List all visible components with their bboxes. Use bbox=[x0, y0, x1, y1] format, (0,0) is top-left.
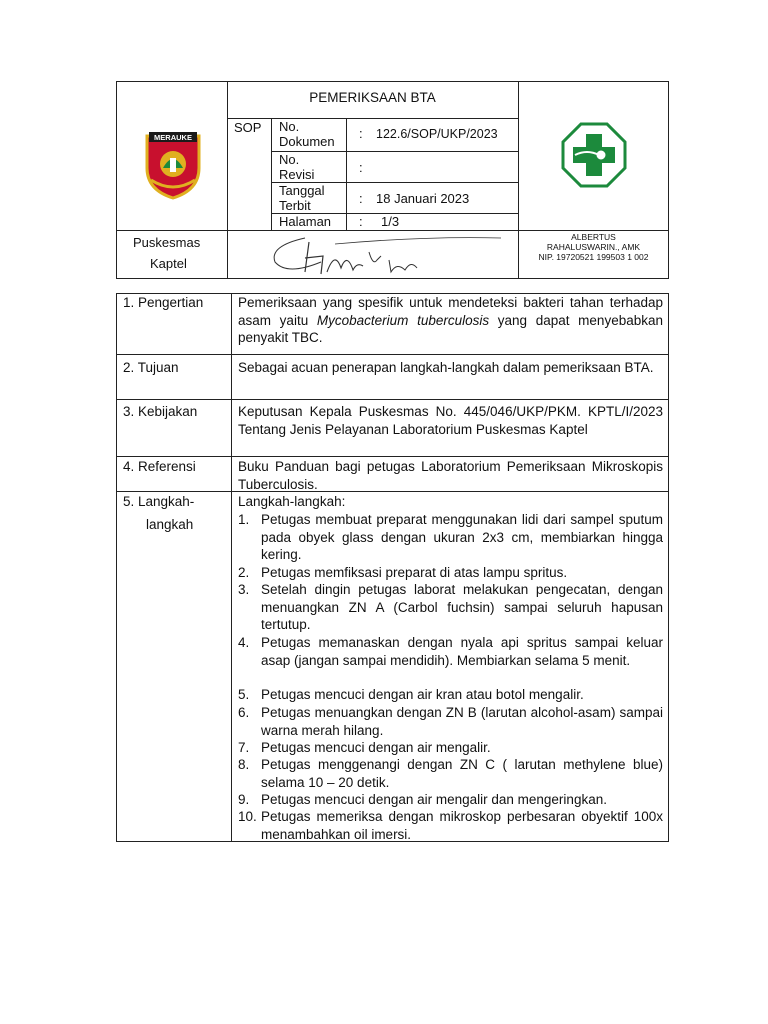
step-item bbox=[238, 808, 663, 843]
row-label-tanggal-2: Terbit bbox=[279, 198, 311, 213]
row-colon: : bbox=[359, 126, 363, 141]
header-divider bbox=[227, 82, 228, 279]
row-label-no-revisi-2: Revisi bbox=[279, 167, 315, 182]
step-item bbox=[238, 791, 663, 809]
pengertian-italic: Mycobacterium tuberculosis bbox=[316, 312, 490, 328]
step-number: 10. bbox=[238, 809, 257, 824]
content-divider bbox=[231, 294, 232, 842]
step-number: 4. bbox=[238, 635, 250, 650]
sop-header-table bbox=[116, 81, 669, 279]
header-divider bbox=[518, 230, 669, 231]
svg-text:MERAUKE: MERAUKE bbox=[154, 133, 192, 142]
content-divider bbox=[117, 399, 669, 400]
step-text: Petugas mencuci dengan air kran atau botol mengalir. bbox=[261, 687, 584, 702]
section-text-referensi: Buku Panduan bagi petugas Laboratorium Pemeriksaan Mikroskopis Tuberculosis. bbox=[238, 459, 663, 492]
row-label-no-revisi-1: No. bbox=[279, 152, 300, 167]
step-number: 7. bbox=[238, 740, 250, 755]
section-text-kebijakan: Keputusan Kepala Puskesmas No. 445/046/UKP/PKM. KPTL/I/2023 Tentang Jenis Pelayanan Laboratorium Puskesmas Kaptel bbox=[238, 404, 663, 437]
pengertian-text-a: Pemeriksaan yang spesifik untuk mendeteksi bakteri tahan terhadap asam yaitu bbox=[238, 295, 663, 328]
sop-label: SOP bbox=[234, 120, 262, 135]
step-item bbox=[238, 564, 663, 582]
merauke-logo bbox=[141, 128, 205, 200]
step-number: 3. bbox=[238, 582, 250, 597]
section-label-pengertian: 1. Pengertian bbox=[123, 295, 204, 310]
step-item bbox=[238, 739, 663, 757]
row-label-tanggal-1: Tanggal bbox=[279, 183, 325, 198]
pengertian-text-b: yang dapat menyebabkan penyakit TBC. bbox=[238, 312, 663, 345]
puskesmas-logo bbox=[561, 122, 627, 188]
signer-name-line1: ALBERTUS bbox=[571, 232, 616, 242]
step-text: Petugas menuangkan dengan ZN B (larutan alcohol-asam) sampai warna merah hilang. bbox=[261, 705, 663, 738]
document-number: 122.6/SOP/UKP/2023 bbox=[376, 127, 498, 141]
step-text: Petugas memanaskan dengan nyala api spritus sampai keluar asap (jangan sampai mendidih). Membiarkan selama 5 menit. bbox=[261, 635, 663, 668]
section-label-langkah-2: langkah bbox=[146, 517, 194, 532]
header-divider bbox=[227, 118, 518, 119]
steps-intro: Langkah-langkah: bbox=[238, 494, 346, 509]
signature-image bbox=[265, 232, 505, 278]
content-divider bbox=[117, 354, 669, 355]
row-label-halaman: Halaman bbox=[279, 214, 332, 229]
section-label-referensi: 4. Referensi bbox=[123, 459, 196, 474]
step-number: 8. bbox=[238, 757, 250, 772]
section-label-langkah-1: 5. Langkah- bbox=[123, 494, 195, 509]
row-colon: : bbox=[359, 214, 363, 229]
kaptel-label: Kaptel bbox=[150, 256, 187, 271]
section-label-kebijakan: 3. Kebijakan bbox=[123, 404, 198, 419]
issue-date: 18 Januari 2023 bbox=[376, 191, 470, 206]
header-divider bbox=[271, 151, 518, 152]
step-item bbox=[238, 581, 663, 634]
step-item bbox=[238, 686, 663, 704]
step-text: Petugas menggenangi dengan ZN C ( larutan methylene blue) selama 10 – 20 detik. bbox=[261, 757, 663, 790]
row-colon: : bbox=[359, 191, 363, 206]
step-number: 9. bbox=[238, 792, 250, 807]
step-number: 6. bbox=[238, 705, 250, 720]
step-text: Petugas memfiksasi preparat di atas lampu spritus. bbox=[261, 565, 568, 580]
step-number: 5. bbox=[238, 687, 250, 702]
header-divider bbox=[117, 230, 227, 231]
step-text: Petugas mencuci dengan air mengalir dan mengeringkan. bbox=[261, 792, 607, 807]
signer-nip: NIP. 19720521 199503 1 002 bbox=[538, 252, 649, 262]
header-divider bbox=[346, 118, 347, 231]
content-divider bbox=[117, 456, 669, 457]
row-label-no-dokumen-2: Dokumen bbox=[279, 134, 335, 149]
document-title: PEMERIKSAAN BTA bbox=[309, 90, 436, 105]
row-colon: : bbox=[359, 160, 363, 175]
step-number: 2. bbox=[238, 565, 250, 580]
signer-name-line2: RAHALUSWARIN., AMK bbox=[546, 242, 641, 252]
section-text-tujuan: Sebagai acuan penerapan langkah-langkah dalam pemeriksaan BTA. bbox=[238, 360, 654, 375]
step-number: 1. bbox=[238, 512, 250, 527]
page-number: 1/3 bbox=[381, 214, 400, 229]
step-item bbox=[238, 704, 663, 739]
step-item bbox=[238, 634, 663, 669]
header-divider bbox=[227, 230, 518, 231]
sop-content-table bbox=[116, 293, 669, 842]
step-text: Setelah dingin petugas laborat melakukan pengecatan, dengan menuangkan ZN A (Carbol fuchsin) sampai seluruh hapusan tertutup. bbox=[261, 582, 663, 632]
step-item bbox=[238, 756, 663, 791]
puskesmas-label: Puskesmas bbox=[133, 235, 201, 250]
section-text-pengertian bbox=[238, 294, 663, 347]
row-label-no-dokumen-1: No. bbox=[279, 119, 300, 134]
step-text: Petugas mencuci dengan air mengalir. bbox=[261, 740, 491, 755]
section-label-tujuan: 2. Tujuan bbox=[123, 360, 179, 375]
step-text: Petugas membuat preparat menggunakan lidi dari sampel sputum pada obyek glass dengan ukuran 2x3 cm, membiarkan hingga kering. bbox=[261, 512, 663, 562]
step-item bbox=[238, 511, 663, 564]
step-text: Petugas memeriksa dengan mikroskop perbesaran obyektif 100x menambahkan oil imersi. bbox=[261, 809, 663, 842]
header-divider bbox=[271, 118, 272, 231]
